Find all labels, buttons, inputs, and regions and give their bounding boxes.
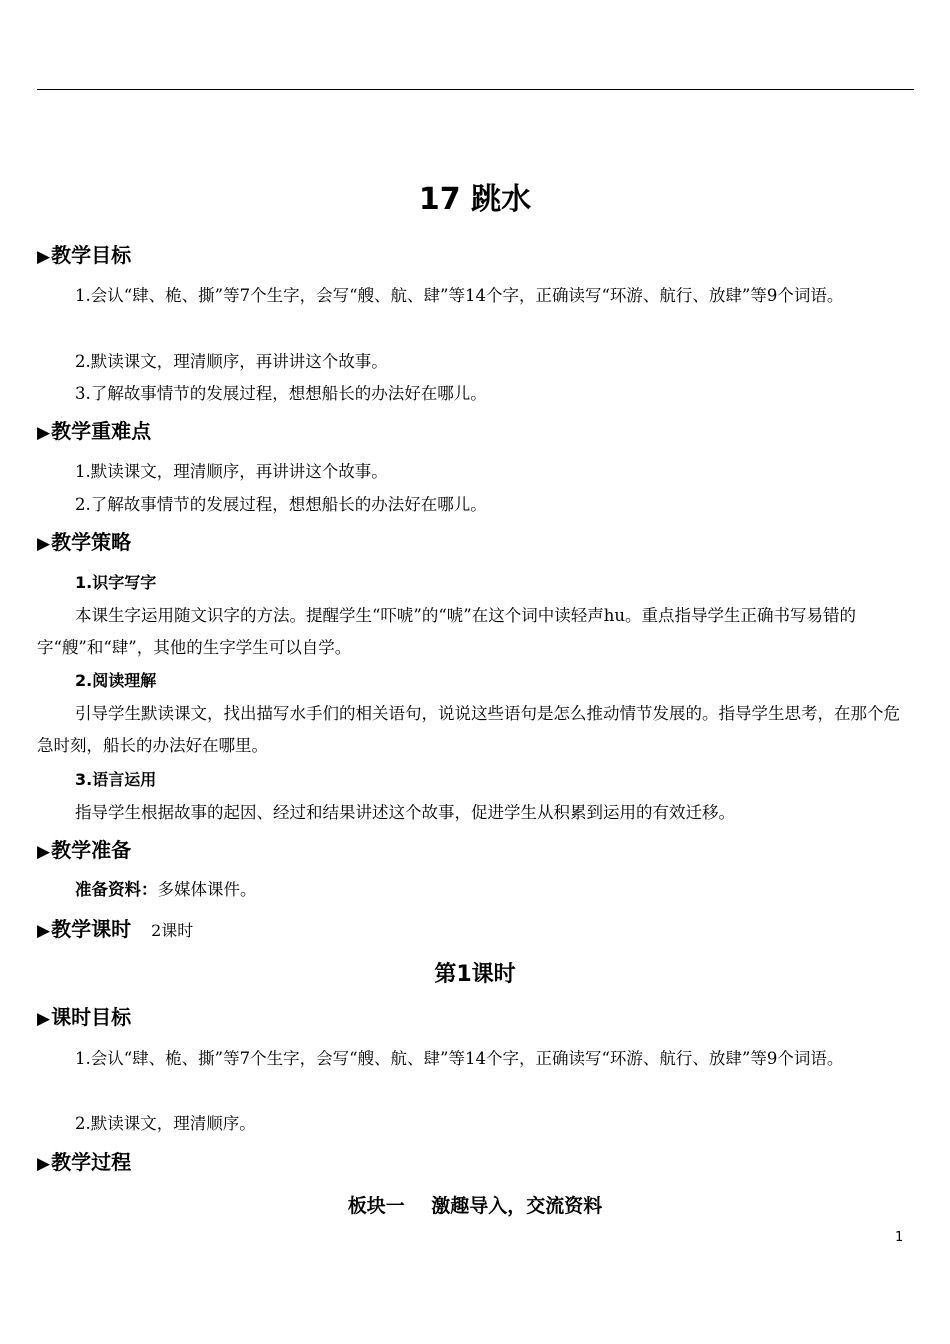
heading-process: ▶教学过程: [37, 1150, 132, 1174]
triangle-bullet-icon: ▶: [37, 921, 51, 941]
strategy-sub-title-1: 1.识字写字: [75, 573, 157, 592]
page-number: 1: [895, 1230, 904, 1245]
document-title: 17 跳水: [418, 182, 532, 217]
block-title: 板块一 激趣导入，交流资料: [347, 1195, 603, 1217]
goal-item-1: 1.会认“肆、桅、撕”等7个生字，会写“艘、航、肆”等14个字，正确读写“环游、航行、放肆”等9个词语。: [75, 286, 844, 305]
heading-hours: ▶教学课时 2课时: [37, 917, 194, 941]
preparation-value: 多媒体课件。: [157, 880, 257, 899]
key-point-1: 1.默读课文，理清顺序，再讲讲这个故事。: [75, 462, 388, 481]
strategy-text-1: 本课生字运用随文识字的方法。提醒学生“吓唬”的“唬”在这个词中读轻声hu。重点指导学生正确书写易错的字“艘”和“肆”，其他的生字学生可以自学。: [37, 606, 856, 657]
lesson-title: 第1课时: [434, 962, 516, 987]
goal-item-2: 2.默读课文，理清顺序，再讲讲这个故事。: [75, 352, 388, 371]
heading-lesson-goals: ▶课时目标: [37, 1005, 132, 1029]
strategy-text-3: 指导学生根据故事的起因、经过和结果讲述这个故事，促进学生从积累到运用的有效迁移。: [75, 803, 735, 822]
triangle-bullet-icon: ▶: [37, 423, 51, 443]
lesson-goal-2: 2.默读课文，理清顺序。: [75, 1114, 256, 1133]
header-rule: [37, 89, 914, 90]
heading-preparation: ▶教学准备: [37, 838, 132, 862]
goal-item-3: 3.了解故事情节的发展过程，想想船长的办法好在哪儿。: [75, 384, 487, 403]
lesson-goal-1: 1.会认“肆、桅、撕”等7个生字，会写“艘、航、肆”等14个字，正确读写“环游、航行、放肆”等9个词语。: [75, 1049, 844, 1068]
key-point-2: 2.了解故事情节的发展过程，想想船长的办法好在哪儿。: [75, 495, 487, 514]
triangle-bullet-icon: ▶: [37, 534, 51, 554]
triangle-bullet-icon: ▶: [37, 842, 51, 862]
hours-value: 2课时: [151, 921, 194, 940]
heading-key-points: ▶教学重难点: [37, 419, 152, 443]
triangle-bullet-icon: ▶: [37, 1154, 51, 1174]
preparation-line: [75, 878, 257, 902]
preparation-label: 准备资料：: [75, 880, 158, 899]
strategy-sub-title-3: 3.语言运用: [75, 770, 157, 789]
heading-teaching-goals: ▶教学目标: [37, 243, 132, 267]
heading-strategy: ▶教学策略: [37, 530, 132, 554]
triangle-bullet-icon: ▶: [37, 247, 51, 267]
triangle-bullet-icon: ▶: [37, 1009, 51, 1029]
strategy-text-2: 引导学生默读课文，找出描写水手们的相关语句，说说这些语句是怎么推动情节发展的。指导学生思考，在那个危急时刻，船长的办法好在哪里。: [37, 704, 900, 755]
strategy-sub-title-2: 2.阅读理解: [75, 671, 157, 690]
